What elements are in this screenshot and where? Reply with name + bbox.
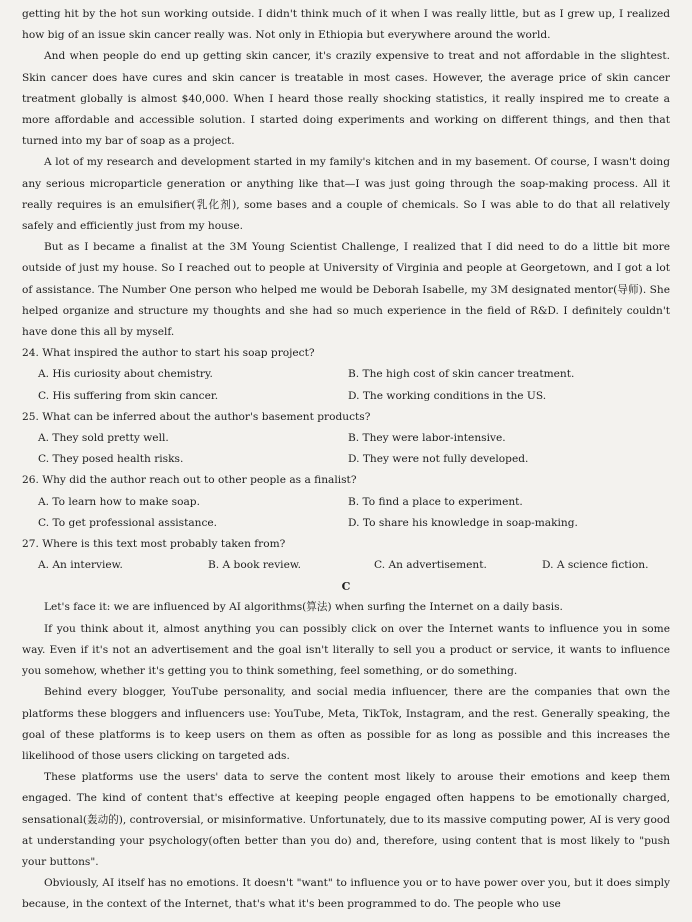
option-d[interactable]: D. To share his knowledge in soap-making. — [348, 516, 578, 529]
passage-c-paragraph-2: If you think about it, almost anything you can possibly click on over the Internet wants to influence you in some way. Even if it's not an advertisement and the goal isn't literally to sell you a product or service, it wants to influence you somehow, whether it's getting you to think something, feel something, or do something. — [22, 622, 670, 678]
option-d[interactable]: D. A science fiction. — [542, 559, 649, 572]
passage-c-paragraph-3: Behind every blogger, YouTube personality, and social media influencer, there are the companies that own the platforms these bloggers and influencers use: YouTube, Meta, TikTok, Instagram, and the rest. Generally speaking, the goal of these platforms is to keep users on them as often as possible for as long as possible and this increases the likelihood of those users clicking on targeted ads. — [22, 686, 670, 762]
option-c[interactable]: C. They posed health risks. — [38, 453, 184, 466]
option-c[interactable]: C. His suffering from skin cancer. — [38, 389, 219, 402]
option-d[interactable]: D. The working conditions in the US. — [348, 389, 547, 402]
option-b[interactable]: B. They were labor-intensive. — [348, 432, 506, 445]
option-c[interactable]: C. An advertisement. — [374, 559, 487, 572]
question-26 — [22, 470, 670, 534]
passage-c-paragraph-5: Obviously, AI itself has no emotions. It doesn't "want" to influence you or to have power over you, but it does simply because, in the context of the Internet, that's what it's been programmed to do. The people who use — [22, 877, 670, 911]
option-a[interactable]: A. His curiosity about chemistry. — [38, 368, 213, 381]
option-b[interactable]: B. A book review. — [208, 559, 302, 572]
passage-b-paragraph-1: getting hit by the hot sun working outside. I didn't think much of it when I was really little, but as I grew up, I realized how big of an issue skin cancer really was. Not only in Ethiopia but everywhere around the world. — [22, 8, 670, 42]
question-25 — [22, 407, 670, 471]
question-stem: 25. What can be inferred about the author's basement products? — [22, 410, 371, 423]
question-stem: 26. Why did the author reach out to other people as a finalist? — [22, 474, 357, 487]
option-a[interactable]: A. To learn how to make soap. — [38, 495, 200, 508]
option-c[interactable]: C. To get professional assistance. — [38, 516, 218, 529]
option-a[interactable]: A. They sold pretty well. — [38, 432, 169, 445]
passage-b-paragraph-2: And when people do end up getting skin cancer, it's crazily expensive to treat and not affordable in the slightest. Skin cancer does have cures and skin cancer is treatable in most cases. However, the average price of skin cancer treatment globally is almost $40,000. When I heard those really shocking statistics, it really inspired me to create a more affordable and accessible solution. I started doing experiments and working on different things, and then that turned into my bar of soap as a project. — [22, 50, 670, 148]
option-b[interactable]: B. To find a place to experiment. — [348, 495, 523, 508]
option-a[interactable]: A. An interview. — [38, 559, 123, 572]
question-stem: 27. Where is this text most probably taken from? — [22, 538, 286, 551]
question-24 — [22, 343, 670, 407]
passage-c-paragraph-4: These platforms use the users' data to serve the content most likely to arouse their emotions and keep them engaged. The kind of content that's effective at keeping people engaged often happens to be emotionally charged, sensational(轰动的), controversial, or misinformative. Unfortunately, due to its massive computing power, AI is very good at understanding your psychology(often better than you do) and, therefore, using content that is most likely to "push your buttons". — [22, 771, 670, 868]
option-d[interactable]: D. They were not fully developed. — [348, 453, 529, 466]
passage-b-paragraph-3: A lot of my research and development started in my family's kitchen and in my basement. Of course, I wasn't doing any serious microparticle generation or anything like that—I was just going through the soap-making process. All it really requires is an emulsifier(乳化剂), some bases and a couple of chemicals. So I was able to do that all relatively safely and efficiently just from my house. — [22, 156, 670, 233]
option-b[interactable]: B. The high cost of skin cancer treatment. — [348, 368, 575, 381]
question-stem: 24. What inspired the author to start his soap project? — [22, 347, 315, 360]
passage-c-paragraph-1: Let's face it: we are influenced by AI algorithms(算法) when surfing the Internet on a daily basis. — [44, 601, 563, 614]
section-heading: C — [341, 580, 351, 594]
question-27 — [22, 534, 670, 576]
passage-b-paragraph-4: But as I became a finalist at the 3M Young Scientist Challenge, I realized that I did need to do a little bit more outside of just my house. So I reached out to people at University of Virginia and people at Georgetown, and I got a lot of assistance. The Number One person who helped me would be Deborah Isabelle, my 3M designated mentor(导师). She helped organize and structure my thoughts and she had so much experience in the field of R&D. I definitely couldn't have done this all by myself. — [22, 241, 670, 339]
